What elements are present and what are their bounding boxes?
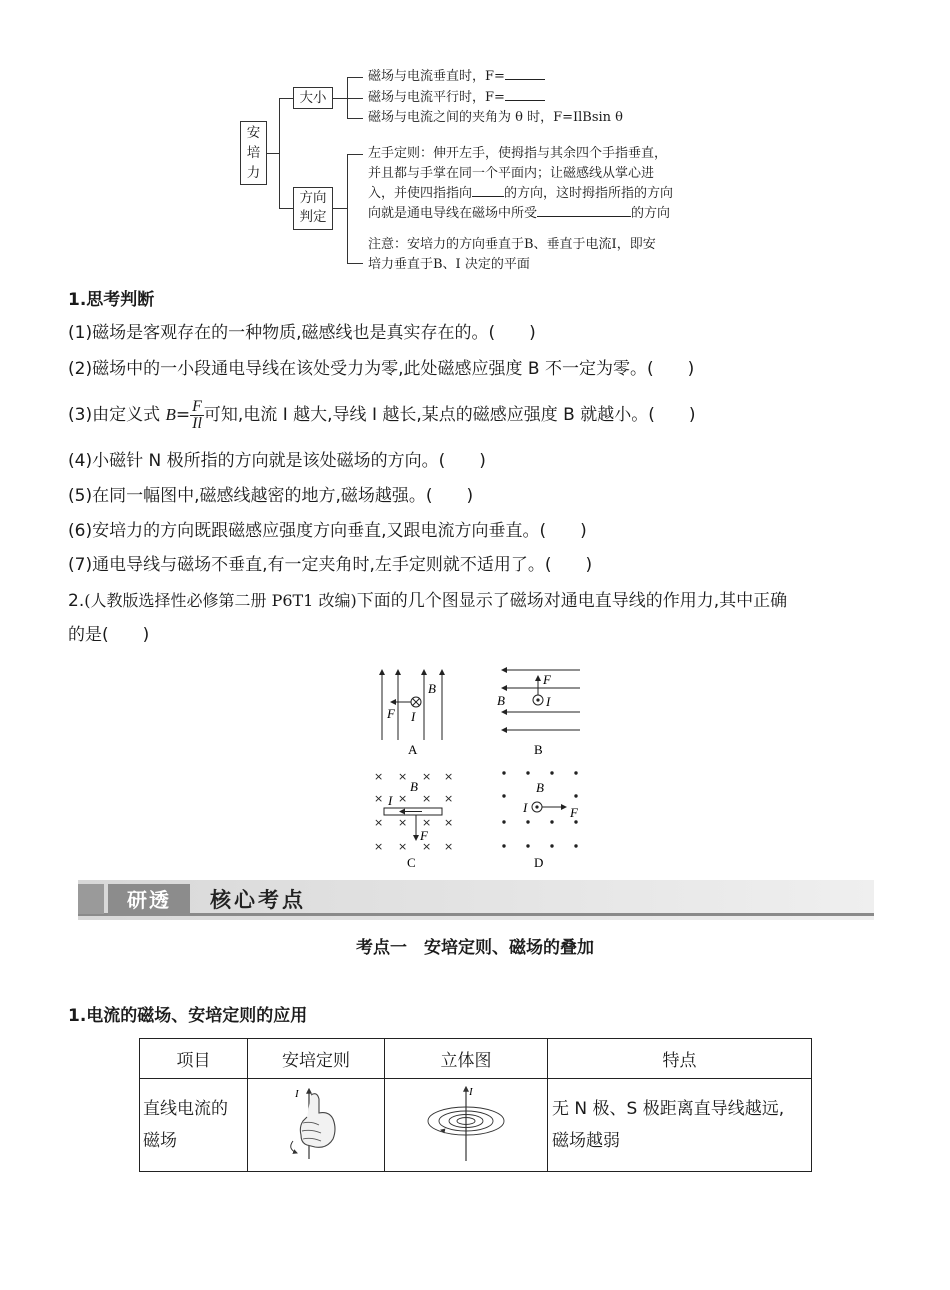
- fig-d-f: F: [570, 805, 578, 820]
- judgement-item-2: (2)磁场中的一小段通电导线在该处受力为零,此处磁感应强度 B 不一定为零。( ): [68, 359, 695, 379]
- judgement-item-6: (6)安培力的方向既跟磁感应强度方向垂直,又跟电流方向垂直。( ): [68, 521, 587, 541]
- fig-c-i: I: [388, 793, 393, 808]
- force-diagrams: [360, 660, 600, 872]
- mindmap-note-line-2: 培力垂直于B、I 决定的平面: [368, 257, 530, 272]
- svg-text:×: ×: [444, 840, 454, 853]
- subheading: 1.电流的磁场、安培定则的应用: [68, 1006, 308, 1026]
- fig-d-b: B: [536, 780, 544, 795]
- formula-fraction: $\frac{F}{Il}$: [192, 397, 202, 432]
- td-item: 直线电流的 磁场: [140, 1079, 248, 1172]
- fig-a-f: F: [387, 706, 395, 721]
- fig-a-label: A: [408, 742, 418, 757]
- section1-title: 1.思考判断: [68, 290, 155, 310]
- fig-b-label: B: [534, 742, 543, 757]
- svg-text:×: ×: [444, 792, 454, 805]
- mindmap-rule-line-3: 入，并使四指指向 的方向，这时拇指所指的方向: [368, 186, 674, 201]
- fig-a-i: I: [411, 709, 416, 724]
- fig-b-f: F: [543, 672, 551, 687]
- fig-b-i: I: [546, 694, 551, 709]
- mindmap-note-line-1: 注意：安培力的方向垂直于B、垂直于电流I，即安: [368, 237, 656, 252]
- ampere-rule-table: [139, 1038, 812, 1172]
- question2-line1: 2.(人教版选择性必修第二册 P6T1 改编)下面的几个图显示了磁场对通电直导线的作用力,其中正确: [68, 591, 788, 611]
- table-header-row: [140, 1039, 812, 1079]
- mindmap-direction-box: [293, 187, 333, 230]
- fig-b-b: B: [497, 693, 505, 708]
- concentric-field-icon: [421, 1083, 511, 1163]
- mindmap-root-label: 安培力: [246, 125, 261, 181]
- th-item: 项目: [140, 1039, 248, 1079]
- fig-a-b: B: [428, 681, 436, 696]
- fig-c-f: F: [420, 828, 428, 843]
- judgement-item-7: (7)通电导线与磁场不垂直,有一定夹角时,左手定则就不适用了。( ): [68, 555, 593, 575]
- mindmap-size-box: [293, 87, 333, 109]
- fig-d-i: I: [523, 800, 528, 815]
- banner-tag: 研透: [127, 888, 171, 912]
- td-feature: 无 N 极、S 极距离直导线越远, 磁场越弱: [548, 1079, 812, 1172]
- question2-line2: 的是( ): [68, 625, 150, 645]
- svg-text:×: ×: [422, 816, 432, 829]
- fig-c-b: B: [410, 779, 418, 794]
- mindmap-rule-line-1: 左手定则：伸开左手，使拇指与其余四个手指垂直，: [368, 146, 668, 161]
- svg-text:×: ×: [374, 840, 384, 853]
- judgement-item-3: (3)由定义式 B= $\frac{F}{Il}$ 可知,电流 I 越大,导线 I 越长,某点的磁感应强度 B 就越小。( ): [68, 397, 696, 432]
- fig-d-label: D: [534, 855, 544, 870]
- svg-text:×: ×: [398, 816, 408, 829]
- judgement-item-5: (5)在同一幅图中,磁感线越密的地方,磁场越强。( ): [68, 486, 474, 506]
- td-rule-image: [248, 1079, 385, 1172]
- th-feature: 特点: [548, 1039, 812, 1079]
- svg-text:I: I: [295, 1087, 299, 1100]
- banner-title: 核心考点: [210, 888, 306, 912]
- judgement-item-4: (4)小磁针 N 极所指的方向就是该处磁场的方向。( ): [68, 451, 486, 471]
- svg-text:×: ×: [398, 770, 408, 783]
- svg-text:I: I: [469, 1085, 473, 1098]
- mindmap-rule-line-4: 向就是通电导线在磁场中所受 的方向: [368, 206, 671, 221]
- mindmap-size-item-2: 磁场与电流平行时，F=: [368, 88, 545, 108]
- figure-b: [502, 670, 580, 730]
- right-hand-grip-icon: [281, 1083, 351, 1163]
- topic-title: 考点一 安培定则、磁场的叠加: [356, 938, 594, 958]
- mindmap-direction-label: 方向判定: [299, 190, 327, 225]
- mindmap-root: [240, 121, 267, 185]
- mindmap-size-item-1: 磁场与电流垂直时，F=: [368, 67, 545, 87]
- mindmap-size-label: 大小: [299, 90, 327, 106]
- svg-text:×: ×: [398, 792, 408, 805]
- table-row: [140, 1079, 812, 1172]
- svg-text:×: ×: [444, 816, 454, 829]
- mindmap-size-item-3: 磁场与电流之间的夹角为 θ 时，F=IlBsin θ: [368, 110, 624, 125]
- svg-text:×: ×: [374, 770, 384, 783]
- td-3d-image: [385, 1079, 548, 1172]
- judgement-item-1: (1)磁场是客观存在的一种物质,磁感线也是真实存在的。( ): [68, 323, 536, 343]
- mindmap-rule-line-2: 并且都与手掌在同一个平面内；让磁感线从掌心进: [368, 166, 655, 181]
- fig-c-label: C: [407, 855, 416, 870]
- svg-text:×: ×: [398, 840, 408, 853]
- svg-text:×: ×: [422, 792, 432, 805]
- th-3d: 立体图: [385, 1039, 548, 1079]
- section-banner: [78, 880, 874, 920]
- svg-text:×: ×: [422, 840, 432, 853]
- svg-text:×: ×: [374, 792, 384, 805]
- svg-text:×: ×: [374, 816, 384, 829]
- th-rule: 安培定则: [248, 1039, 385, 1079]
- svg-text:×: ×: [422, 770, 432, 783]
- svg-text:×: ×: [444, 770, 454, 783]
